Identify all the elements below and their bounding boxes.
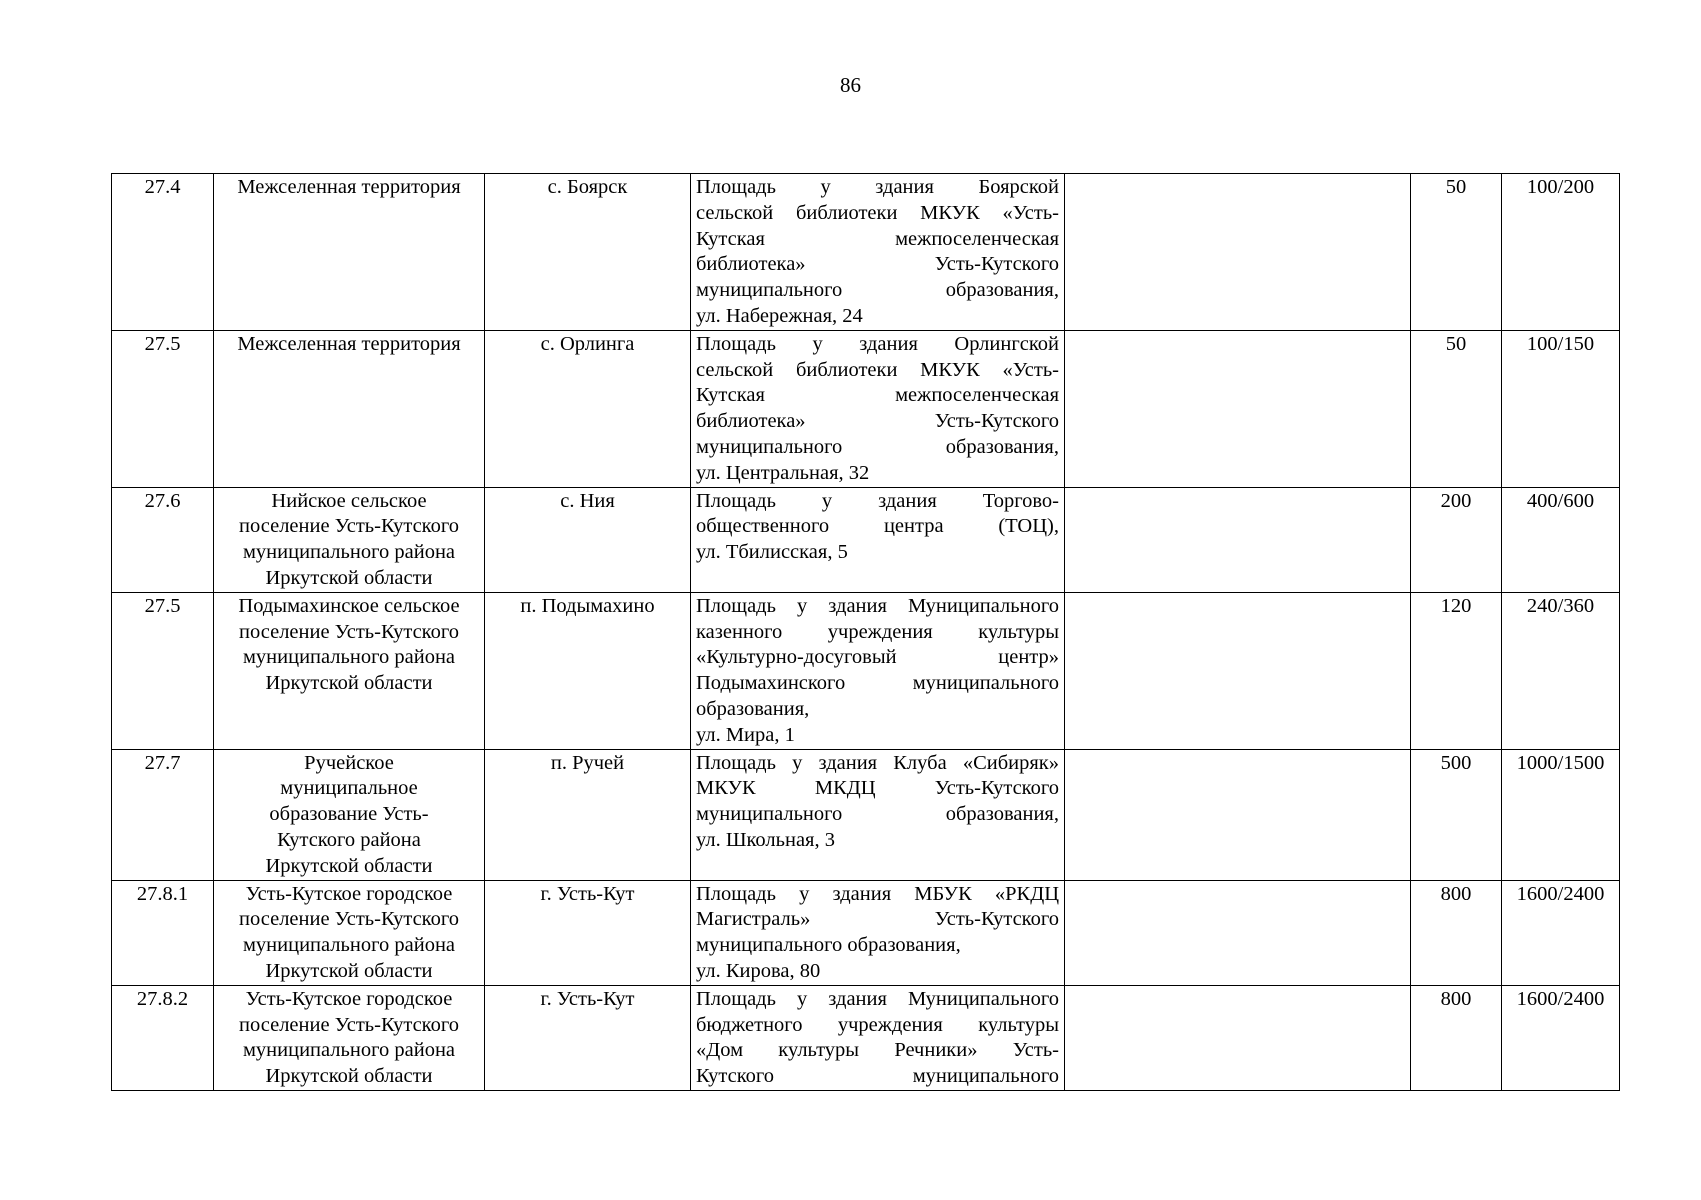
ratio-cell: 100/200	[1502, 174, 1620, 331]
territory-line: Усть-Кутское городское	[245, 882, 453, 905]
table-row	[112, 330, 1620, 487]
territory-line: Иркутской области	[265, 854, 433, 877]
value-cell: 800	[1411, 985, 1502, 1090]
address-line: Подымахинского муниципального	[696, 672, 1059, 695]
empty-cell	[1065, 330, 1411, 487]
ratio-cell: 1600/2400	[1502, 985, 1620, 1090]
territory-line: Иркутской области	[265, 566, 433, 589]
address-line: ул. Тбилисская, 5	[696, 541, 848, 564]
address-line: «Дом культуры Речники» Усть-	[696, 1039, 1059, 1062]
territory-line: образование Усть-	[269, 803, 429, 826]
row-number-cell: 27.8.2	[112, 985, 214, 1090]
value-cell: 500	[1411, 749, 1502, 880]
table-row	[112, 592, 1620, 749]
ratio-cell: 100/150	[1502, 330, 1620, 487]
territory-line: Межселенная территория	[237, 176, 461, 198]
address-line: образования,	[696, 697, 810, 720]
locations-table	[111, 173, 1620, 1091]
address-line: ул. Кирова, 80	[696, 959, 821, 982]
address-line: Площадь у здания Муниципального	[696, 594, 1059, 617]
territory-line: муниципального района	[242, 646, 456, 669]
row-number-cell: 27.7	[112, 749, 214, 880]
address-cell	[691, 592, 1065, 749]
row-number-cell: 27.8.1	[112, 880, 214, 985]
address-cell	[691, 487, 1065, 592]
address-line: Площадь у здания Муниципального	[696, 987, 1059, 1010]
address-line: «Культурно-досуговый центр»	[696, 646, 1059, 669]
address-line: сельской библиотеки МКУК «Усть-	[696, 201, 1059, 224]
territory-line: Нийское сельское	[271, 489, 427, 512]
address-line: Магистраль» Усть-Кутского	[696, 908, 1059, 931]
empty-cell	[1065, 487, 1411, 592]
ratio-cell: 1600/2400	[1502, 880, 1620, 985]
locality-cell: г. Усть-Кут	[485, 880, 691, 985]
address-line: МКУК МКДЦ Усть-Кутского	[696, 777, 1059, 800]
address-line: Площадь у здания Клуба «Сибиряк»	[696, 751, 1059, 774]
territory-line: поселение Усть-Кутского	[239, 908, 459, 931]
empty-cell	[1065, 749, 1411, 880]
ratio-cell: 1000/1500	[1502, 749, 1620, 880]
address-line: ул. Школьная, 3	[696, 828, 835, 851]
row-number-cell: 27.6	[112, 487, 214, 592]
locality-cell: п. Подымахино	[485, 592, 691, 749]
territory-line: муниципального района	[242, 541, 456, 564]
value-cell: 50	[1411, 330, 1502, 487]
empty-cell	[1065, 985, 1411, 1090]
address-line: сельской библиотеки МКУК «Усть-	[696, 358, 1059, 381]
territory-line: муниципального района	[242, 1039, 456, 1062]
address-cell	[691, 749, 1065, 880]
territory-line: муниципальное	[280, 777, 418, 800]
value-cell: 800	[1411, 880, 1502, 985]
territory-cell	[214, 592, 485, 749]
ratio-cell: 400/600	[1502, 487, 1620, 592]
table-row	[112, 749, 1620, 880]
address-line: Площадь у здания Боярской	[696, 176, 1059, 198]
address-line: ул. Центральная, 32	[696, 461, 870, 484]
empty-cell	[1065, 174, 1411, 331]
territory-cell	[214, 330, 485, 487]
address-line: муниципального образования,	[696, 803, 1059, 826]
table-row	[112, 174, 1620, 331]
territory-line: Усть-Кутское городское	[245, 987, 453, 1010]
territory-line: поселение Усть-Кутского	[239, 515, 459, 538]
address-line: библиотека» Усть-Кутского	[696, 410, 1059, 433]
address-cell	[691, 174, 1065, 331]
territory-line: поселение Усть-Кутского	[239, 620, 459, 643]
address-cell	[691, 330, 1065, 487]
address-line: муниципального образования,	[696, 934, 961, 957]
territory-line: Кутского района	[277, 828, 421, 851]
row-number-cell: 27.4	[112, 174, 214, 331]
address-line: ул. Набережная, 24	[696, 304, 863, 327]
row-number-cell: 27.5	[112, 592, 214, 749]
table-row	[112, 487, 1620, 592]
territory-cell	[214, 985, 485, 1090]
locality-cell: г. Усть-Кут	[485, 985, 691, 1090]
territory-line: поселение Усть-Кутского	[239, 1013, 459, 1036]
empty-cell	[1065, 592, 1411, 749]
address-line: Площадь у здания Орлингской	[696, 332, 1059, 355]
address-line: общественного центра (ТОЦ),	[696, 515, 1059, 538]
row-number-cell: 27.5	[112, 330, 214, 487]
address-line: казенного учреждения культуры	[696, 620, 1059, 643]
territory-cell	[214, 487, 485, 592]
address-line: Кутского муниципального	[696, 1065, 1059, 1088]
address-cell	[691, 880, 1065, 985]
value-cell: 200	[1411, 487, 1502, 592]
address-cell	[691, 985, 1065, 1090]
territory-line: Иркутской области	[265, 1065, 433, 1088]
territory-cell	[214, 174, 485, 331]
address-line: муниципального образования,	[696, 279, 1059, 302]
territory-line: Подымахинское сельское	[238, 594, 460, 617]
address-line: Площадь у здания МБУК «РКДЦ	[696, 882, 1059, 905]
value-cell: 120	[1411, 592, 1502, 749]
locality-cell: п. Ручей	[485, 749, 691, 880]
territory-cell	[214, 880, 485, 985]
table-body	[112, 174, 1620, 1091]
value-cell: 50	[1411, 174, 1502, 331]
territory-line: Иркутской области	[265, 959, 433, 982]
territory-line: Межселенная территория	[237, 332, 461, 355]
address-line: Кутская межпоселенческая	[696, 384, 1059, 407]
address-line: Кутская межпоселенческая	[696, 227, 1059, 250]
address-line: Площадь у здания Торгово-	[696, 489, 1059, 512]
address-line: бюджетного учреждения культуры	[696, 1013, 1059, 1036]
table-row	[112, 880, 1620, 985]
ratio-cell: 240/360	[1502, 592, 1620, 749]
locality-cell: с. Ния	[485, 487, 691, 592]
page-number: 86	[840, 73, 861, 97]
locality-cell: с. Орлинга	[485, 330, 691, 487]
territory-line: Иркутской области	[265, 672, 433, 695]
address-line: муниципального образования,	[696, 435, 1059, 458]
territory-cell	[214, 749, 485, 880]
empty-cell	[1065, 880, 1411, 985]
territory-line: муниципального района	[242, 934, 456, 957]
table-row	[112, 985, 1620, 1090]
address-line: библиотека» Усть-Кутского	[696, 253, 1059, 276]
territory-line: Ручейское	[304, 751, 394, 774]
address-line: ул. Мира, 1	[696, 723, 795, 746]
locality-cell: с. Боярск	[485, 174, 691, 331]
